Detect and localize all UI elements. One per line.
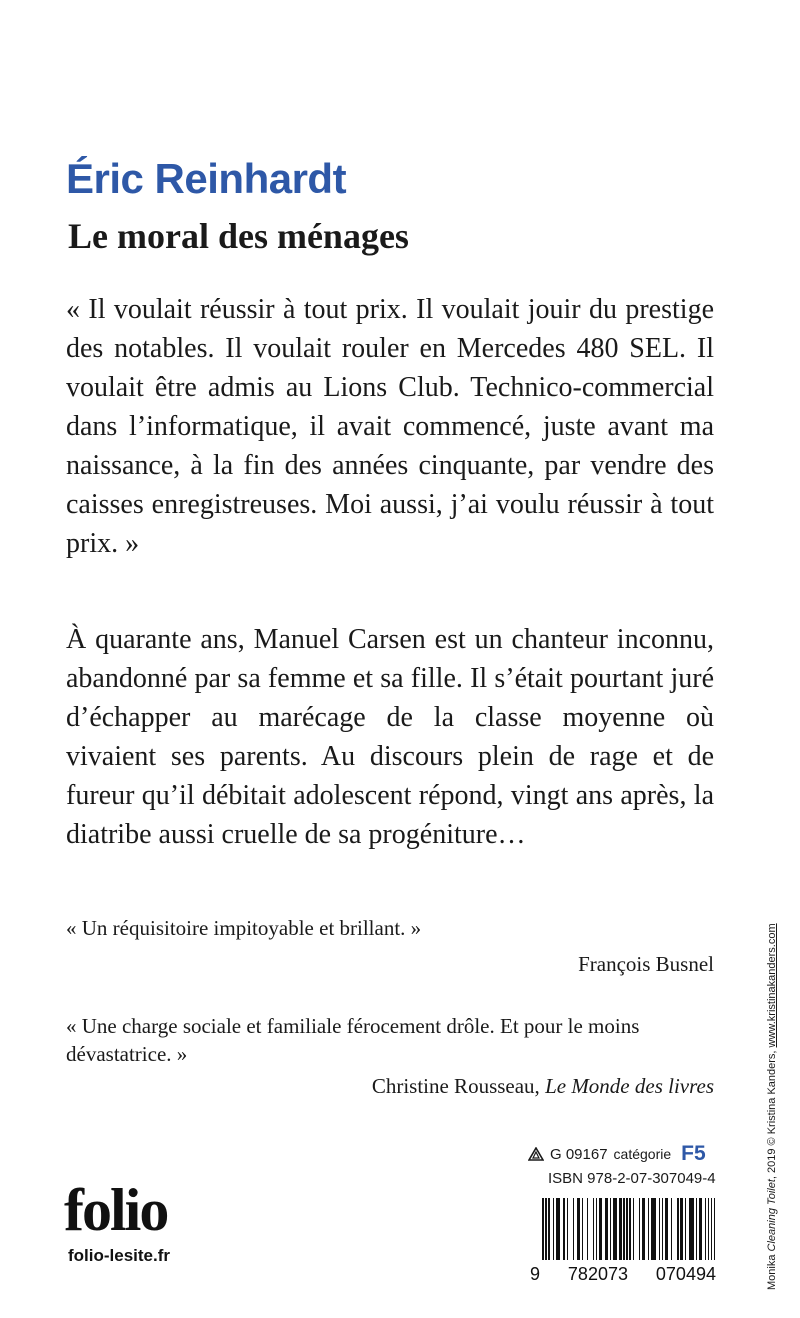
blurb-quote: « Il voulait réussir à tout prix. Il voulait jouir du prestige des notables. Il voulait rouler en Mercedes 480 SEL. Il voulait être admis au Lions Club. Technico-commercial dans l’informatique, il avait commencé, juste avant ma naissance, à la fin des années cinquante, par vendre des caisses enregistreuses. Moi aussi, j’ai voulu réussir à tout prix. » — [66, 294, 714, 559]
review-author — [66, 1072, 714, 1100]
credit-artist: Monika — [766, 1254, 778, 1290]
barcode-bars — [542, 1198, 716, 1260]
blurb-summary: À quarante ans, Manuel Carsen est un chanteur inconnu, abandonné par sa femme et sa fille. Il s’était pourtant juré d’échapper au marécage de la classe moyenne où vivaient ses parents. Au discours plein de rage et de fureur qu’il débitait adolescent répond, vingt ans après, la diatribe aussi cruelle de sa progéniture… — [66, 624, 714, 850]
isbn-number: ISBN 978-2-07-307049-4 — [548, 1170, 716, 1187]
publisher-website: folio-lesite.fr — [68, 1246, 171, 1265]
review-source: Le Monde des livres — [545, 1074, 714, 1098]
publisher-code: G 09167 — [550, 1145, 608, 1163]
barcode-digits — [530, 1264, 716, 1285]
barcode-digit-group: 782073 — [567, 1264, 628, 1284]
barcode-bar — [714, 1198, 716, 1260]
credit-rights: , 2019 © Kristina Kanders, — [766, 1047, 778, 1180]
review-quote: « Une charge sociale et familiale férocement drôle. Et pour le moins dévastatrice. » — [66, 1014, 640, 1066]
barcode — [530, 1198, 716, 1286]
category-label: catégorie — [613, 1146, 672, 1162]
credit-work: Cleaning Toilet — [766, 1179, 778, 1252]
review-quote: « Un réquisitoire impitoyable et brillant. » — [66, 916, 422, 940]
barcode-digit-group: 070494 — [655, 1264, 716, 1284]
barcode-digit-group: 9 — [530, 1264, 541, 1284]
review-author — [66, 950, 714, 978]
credit-url: www.kristinakanders.com — [766, 923, 778, 1048]
category-line — [528, 1142, 706, 1166]
folio-logo: folio — [64, 1177, 168, 1243]
review-author-name: François Busnel — [578, 952, 714, 976]
review-author-name: Christine Rousseau, — [371, 1074, 540, 1098]
book-title: Le moral des ménages — [68, 216, 409, 256]
category-badge: F5 — [681, 1142, 706, 1165]
recycle-triangle-icon — [528, 1147, 544, 1161]
author-name: Éric Reinhardt — [66, 155, 347, 202]
cover-credit — [766, 923, 778, 1290]
